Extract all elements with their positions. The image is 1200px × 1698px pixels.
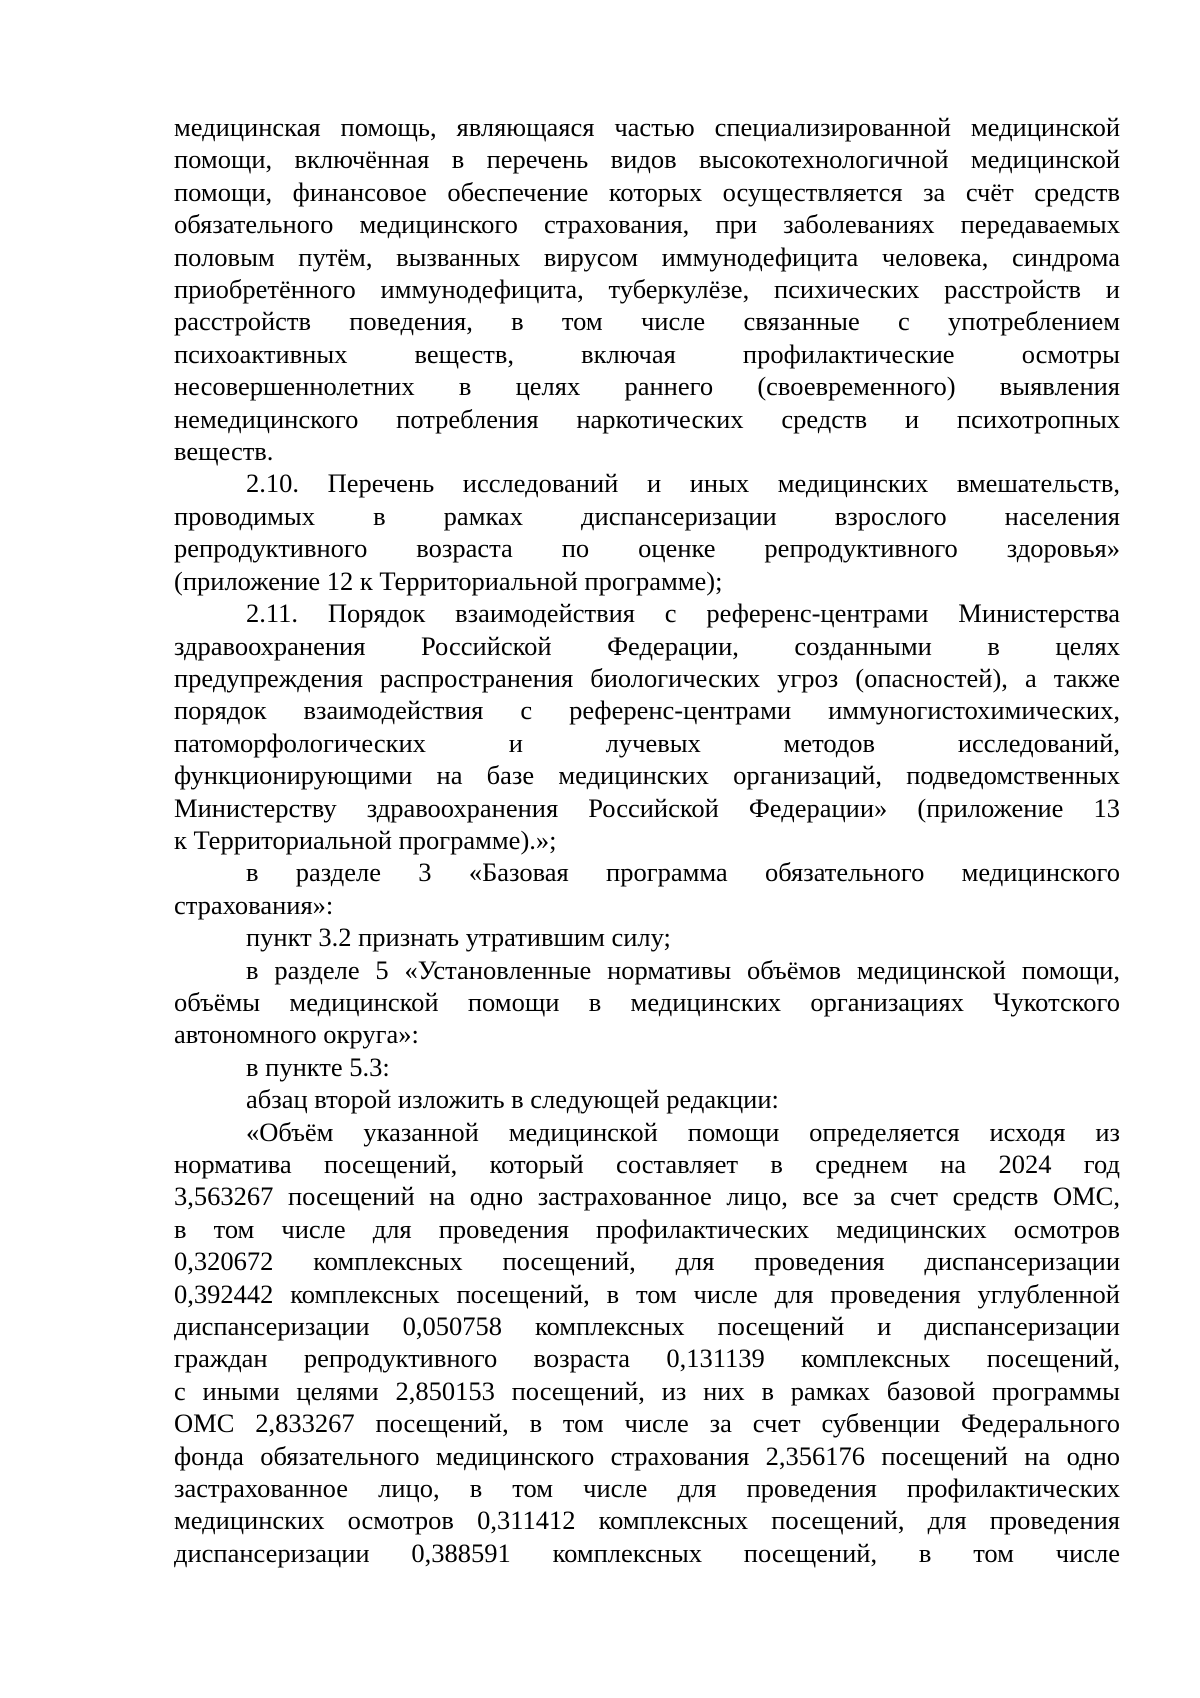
text-line: в том числе для проведения профилактических медицинских осмотров	[174, 1213, 1120, 1244]
text-line: норматива посещений, который составляет в среднем на 2024 год	[174, 1149, 1120, 1179]
paragraph-p3	[174, 597, 1120, 856]
text-line: половым путём, вызванных вирусом иммунодефицита человека, синдрома	[174, 241, 1120, 272]
text-line: немедицинского потребления наркотических средств и психотропных	[174, 403, 1120, 434]
text-line: 0,392442 комплексных посещений, в том числе для проведения углубленной	[174, 1278, 1120, 1309]
text-line: страхования»:	[174, 889, 334, 920]
paragraph-p1	[174, 111, 1120, 467]
text-line: патоморфологических и лучевых методов исследований,	[174, 727, 1120, 758]
text-line: в пункте 5.3:	[246, 1051, 390, 1082]
text-line: застрахованное лицо, в том числе для проведения профилактических	[174, 1473, 1120, 1504]
text-line: здравоохранения Российской Федерации, созданными в целях	[174, 630, 1120, 661]
text-line: помощи, финансовое обеспечение которых осуществляется за счёт средств	[174, 176, 1120, 207]
text-line: помощи, включённая в перечень видов высокотехнологичной медицинской	[174, 144, 1120, 175]
text-line: абзац второй изложить в следующей редакции:	[246, 1084, 779, 1115]
paragraph-p7	[174, 1051, 1120, 1083]
text-line: с иными целями 2,850153 посещений, из них в рамках базовой программы	[174, 1375, 1120, 1406]
paragraph-p9	[174, 1116, 1120, 1570]
text-line: предупреждения распространения биологических угроз (опасностей), а также	[174, 662, 1120, 693]
text-line: веществ.	[174, 436, 274, 467]
text-line: 2.10. Перечень исследований и иных медицинских вмешательств,	[246, 468, 1120, 499]
text-line: (приложение 12 к Территориальной программе);	[174, 565, 723, 596]
text-line: медицинская помощь, являющаяся частью специализированной медицинской	[174, 112, 1120, 142]
text-line: ОМС 2,833267 посещений, в том числе за счет субвенции Федерального	[174, 1408, 1120, 1439]
text-line: «Объём указанной медицинской помощи определяется исходя из	[246, 1116, 1120, 1147]
paragraph-p6	[174, 954, 1120, 1051]
text-line: диспансеризации 0,050758 комплексных посещений и диспансеризации	[174, 1311, 1120, 1342]
text-line: функционирующими на базе медицинских организаций, подведомственных	[174, 760, 1120, 791]
paragraph-p8	[174, 1083, 1120, 1115]
text-line: в разделе 3 «Базовая программа обязательного медицинского	[246, 857, 1120, 888]
text-line: 2.11. Порядок взаимодействия с референс-центрами Министерства	[246, 598, 1120, 629]
text-line: репродуктивного возраста по оценке репродуктивного здоровья»	[174, 533, 1120, 564]
document-page	[174, 111, 1120, 1569]
text-line: объёмы медицинской помощи в медицинских организациях Чукотского	[174, 986, 1120, 1017]
paragraph-p2	[174, 467, 1120, 597]
text-line: диспансеризации 0,388591 комплексных посещений, в том числе	[174, 1537, 1120, 1568]
text-line: автономного округа»:	[174, 1019, 419, 1050]
text-line: Министерству здравоохранения Российской Федерации» (приложение 13	[174, 792, 1120, 823]
text-line: несовершеннолетних в целях раннего (своевременного) выявления	[174, 371, 1120, 402]
text-line: обязательного медицинского страхования, при заболеваниях передаваемых	[174, 209, 1120, 240]
text-line: медицинских осмотров 0,311412 комплексных посещений, для проведения	[174, 1505, 1120, 1536]
text-line: порядок взаимодействия с референс-центрами иммуногистохимических,	[174, 695, 1120, 726]
text-line: граждан репродуктивного возраста 0,131139 комплексных посещений,	[174, 1343, 1120, 1374]
text-line: проводимых в рамках диспансеризации взрослого населения	[174, 500, 1120, 531]
text-line: 3,563267 посещений на одно застрахованное лицо, все за счет средств ОМС,	[174, 1181, 1120, 1212]
paragraph-p4	[174, 856, 1120, 921]
text-line: психоактивных веществ, включая профилактические осмотры	[174, 338, 1120, 369]
text-line: пункт 3.2 признать утратившим силу;	[246, 922, 671, 953]
text-line: приобретённого иммунодефицита, туберкулёзе, психических расстройств и	[174, 274, 1120, 305]
text-line: фонда обязательного медицинского страхования 2,356176 посещений на одно	[174, 1440, 1120, 1471]
text-line: 0,320672 комплексных посещений, для проведения диспансеризации	[174, 1246, 1120, 1277]
text-line: к Территориальной программе).»;	[174, 824, 557, 855]
paragraph-p5	[174, 921, 1120, 953]
text-line: в разделе 5 «Установленные нормативы объёмов медицинской помощи,	[246, 954, 1120, 985]
text-line: расстройств поведения, в том числе связанные с употреблением	[174, 306, 1120, 337]
